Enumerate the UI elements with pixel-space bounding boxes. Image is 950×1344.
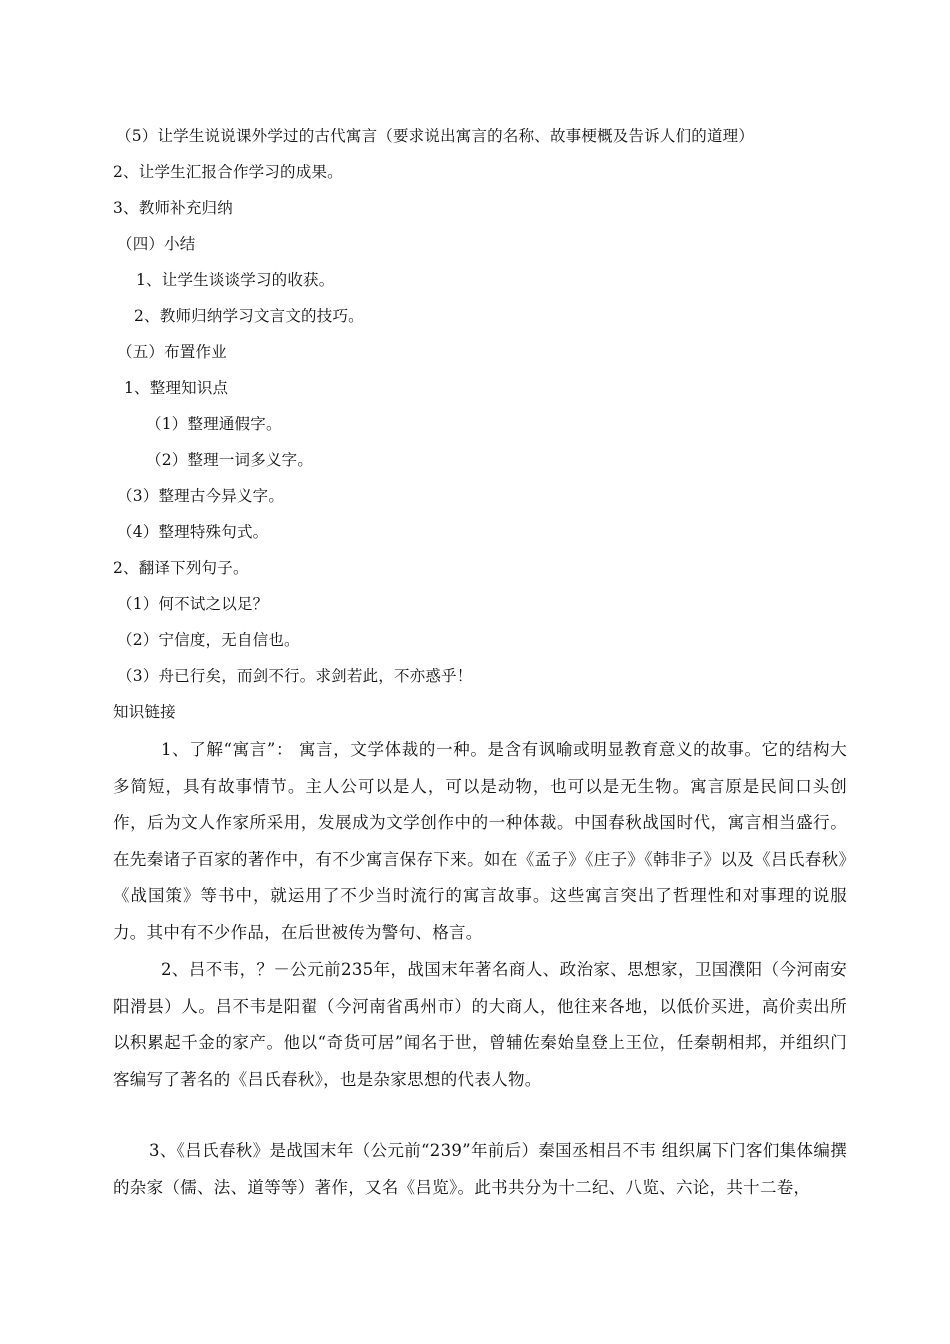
- text-line: 2、让学生汇报合作学习的成果。: [113, 163, 343, 181]
- paragraph-text: 1、了解“寓言”： 寓言，文学体裁的一种。是含有讽喻或明显教育意义的故事。它的结构大多简短，具有故事情节。主人公可以是人，可以是动物，也可以是无生物。寓言原是民间口头创作，后为文人作家所采用，发展成为文学创作中的一种体裁。中国春秋战国时代，寓言相当盛行。在先秦诸子百家的著作中，有不少寓言保存下来。如在《孟子》《庄子》《韩非子》以及《吕氏春秋》《战国策》等书中，就运用了不少当时流行的寓言故事。这些寓言突出了哲理性和对事理的说服力。其中有不少作品，在后世被传为警句、格言。: [113, 740, 847, 942]
- text-line: （5）让学生说说课外学过的古代寓言（要求说出寓言的名称、故事梗概及告诉人们的道理）: [116, 127, 755, 145]
- text-line: （2）整理一词多义字。: [146, 451, 314, 469]
- paragraph-lv-buwei: [113, 952, 847, 1098]
- section-heading: （五）布置作业: [117, 343, 227, 361]
- text-line: 1、整理知识点: [124, 379, 229, 397]
- text-line: 2、翻译下列句子。: [113, 559, 249, 577]
- text-line: （1）整理通假字。: [146, 415, 282, 433]
- text-line: 2、教师归纳学习文言文的技巧。: [134, 307, 364, 325]
- text-line: 1、让学生谈谈学习的收获。: [136, 271, 335, 289]
- text-line: （4）整理特殊句式。: [117, 523, 269, 541]
- paragraph-lvshi-chunqiu: [113, 1133, 847, 1206]
- section-heading: 知识链接: [113, 703, 176, 721]
- section-heading: （四）小结: [117, 235, 196, 253]
- text-line: （2）宁信度，无自信也。: [117, 631, 300, 649]
- paragraph-text: 3、《吕氏春秋》是战国末年（公元前“239”年前后）秦国丞相吕不韦 组织属下门客们集体编撰的杂家（儒、法、道等等）著作，又名《吕览》。此书共分为十二纪、八览、六论，共十二卷，: [113, 1141, 847, 1197]
- text-line: （1）何不试之以足？: [117, 595, 269, 613]
- text-line: 3、教师补充归纳: [113, 199, 233, 217]
- text-line: （3）舟已行矣，而剑不行。求剑若此，不亦惑乎！: [117, 667, 473, 685]
- paragraph-fable: [113, 732, 847, 952]
- text-line: （3）整理古今异义字。: [117, 487, 285, 505]
- paragraph-text: 2、吕不韦，？－公元前235年，战国末年著名商人、政治家、思想家，卫国濮阳（今河南安阳滑县）人。吕不韦是阳翟（今河南省禹州市）的大商人，他往来各地，以低价买进，高价卖出所以积累起千金的家产。他以“奇货可居”闻名于世，曾辅佐秦始皇登上王位，任秦朝相邦，并组织门客编写了著名的《吕氏春秋》，也是杂家思想的代表人物。: [113, 960, 847, 1089]
